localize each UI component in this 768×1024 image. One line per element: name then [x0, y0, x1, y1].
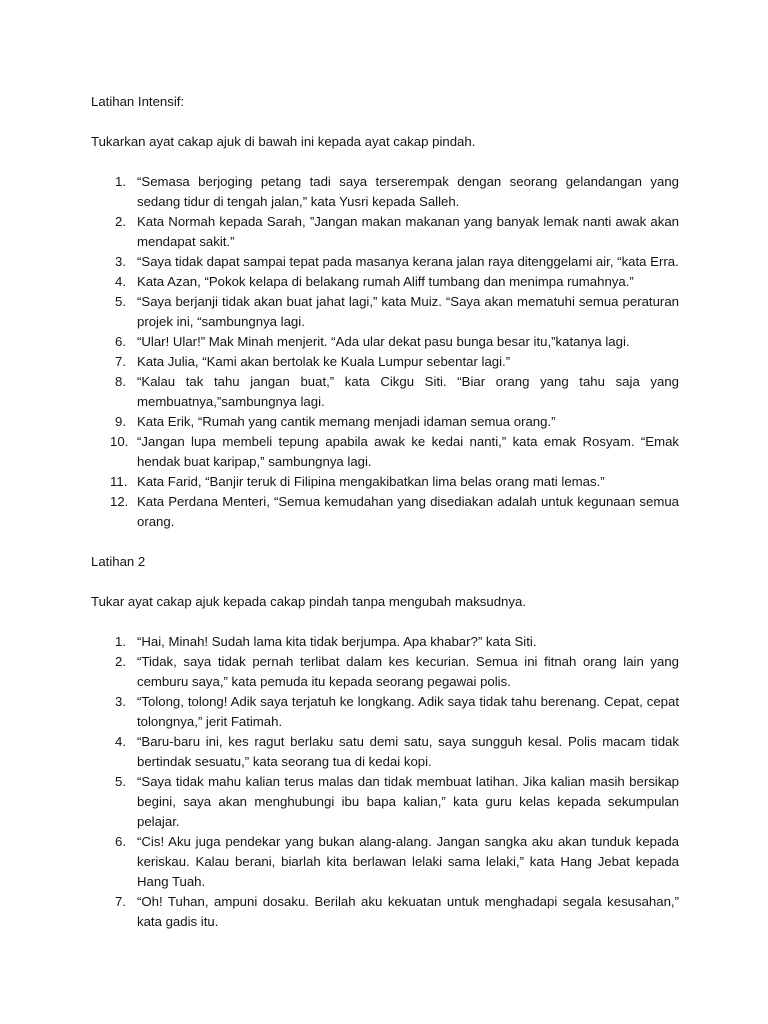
list-item: [91, 652, 679, 692]
section1-instruction: Tukarkan ayat cakap ajuk di bawah ini kepada ayat cakap pindah.: [91, 134, 476, 149]
list-item: [91, 832, 679, 892]
list-item: [91, 272, 679, 292]
item-number: 12.: [110, 494, 129, 509]
section1-list: [91, 172, 679, 532]
list-item: [91, 252, 679, 272]
item-text: “Baru-baru ini, kes ragut berlaku satu demi satu, saya sungguh kesal. Polis macam tidak bertindak sesuatu,” kata seorang tua di kedai kopi.: [137, 734, 679, 769]
item-text: “Cis! Aku juga pendekar yang bukan alang-alang. Jangan sangka aku akan tunduk kepada keriskau. Kalau berani, biarlah kita berlawan lelaki sama lelaki,” kata Hang Jebat kepada Hang Tuah.: [137, 834, 679, 889]
section2-title: Latihan 2: [91, 554, 146, 569]
item-number: 4.: [115, 274, 126, 289]
item-number: 4.: [115, 734, 126, 749]
item-text: Kata Perdana Menteri, “Semua kemudahan yang disediakan adalah untuk kegunaan semua orang.: [137, 494, 679, 529]
item-text: Kata Farid, “Banjir teruk di Filipina mengakibatkan lima belas orang mati lemas.”: [137, 474, 605, 489]
item-text: “Semasa berjoging petang tadi saya terserempak dengan seorang gelandangan yang sedang tidur di tengah jalan,” kata Yusri kepada Salleh.: [137, 174, 679, 209]
list-item: [91, 772, 679, 832]
list-item: [91, 412, 679, 432]
item-text: “Tolong, tolong! Adik saya terjatuh ke longkang. Adik saya tidak tahu berenang. Cepat, cepat tolongnya,” jerit Fatimah.: [137, 694, 679, 729]
item-text: Kata Normah kepada Sarah, ”Jangan makan makanan yang banyak lemak nanti awak akan mendapat sakit.”: [137, 214, 679, 249]
item-number: 3.: [115, 254, 126, 269]
list-item: [91, 172, 679, 212]
item-number: 5.: [115, 294, 126, 309]
item-number: 11.: [110, 474, 128, 489]
section2-list: [91, 632, 679, 932]
document-body: [91, 92, 679, 932]
item-text: “Oh! Tuhan, ampuni dosaku. Berilah aku kekuatan untuk menghadapi segala kesusahan,” kata gadis itu.: [137, 894, 679, 929]
item-text: “Kalau tak tahu jangan buat,” kata Cikgu Siti. “Biar orang yang tahu saja yang membuatnya,”sambungnya lagi.: [137, 374, 679, 409]
item-number: 7.: [115, 894, 126, 909]
item-text: “Saya tidak mahu kalian terus malas dan tidak membuat latihan. Jika kalian masih bersikap begini, saya akan menghubungi ibu bapa kalian,” kata guru kelas kepada sekumpulan pelajar.: [137, 774, 679, 829]
item-text: Kata Erik, “Rumah yang cantik memang menjadi idaman semua orang.”: [137, 414, 556, 429]
list-item: [91, 332, 679, 352]
list-item: [91, 472, 679, 492]
section-spacer: [91, 532, 679, 552]
item-text: “Saya tidak dapat sampai tepat pada masanya kerana jalan raya ditenggelami air, “kata Erra.: [137, 254, 679, 269]
item-number: 6.: [115, 834, 126, 849]
item-number: 3.: [115, 694, 126, 709]
item-number: 9.: [115, 414, 126, 429]
section1-title: Latihan Intensif:: [91, 94, 185, 109]
item-text: “Hai, Minah! Sudah lama kita tidak berjumpa. Apa khabar?” kata Siti.: [137, 634, 537, 649]
item-text: “Jangan lupa membeli tepung apabila awak ke kedai nanti,” kata emak Rosyam. “Emak hendak buat karipap,” sambungnya lagi.: [137, 434, 679, 469]
item-number: 8.: [115, 374, 126, 389]
list-item: [91, 692, 679, 732]
list-item: [91, 352, 679, 372]
item-number: 2.: [115, 654, 126, 669]
item-number: 7.: [115, 354, 126, 369]
item-text: “Ular! Ular!” Mak Minah menjerit. “Ada ular dekat pasu bunga besar itu,”katanya lagi.: [137, 334, 630, 349]
list-item: [91, 432, 679, 472]
list-item: [91, 292, 679, 332]
list-item: [91, 892, 679, 932]
list-item: [91, 492, 679, 532]
item-text: Kata Azan, “Pokok kelapa di belakang rumah Aliff tumbang dan menimpa rumahnya.”: [137, 274, 634, 289]
item-number: 10.: [110, 434, 129, 449]
item-number: 2.: [115, 214, 126, 229]
item-number: 6.: [115, 334, 126, 349]
item-text: “Tidak, saya tidak pernah terlibat dalam kes kecurian. Semua ini fitnah orang lain yang cemburu saya,” kata pemuda itu kepada seorang pegawai polis.: [137, 654, 679, 689]
item-text: “Saya berjanji tidak akan buat jahat lagi,” kata Muiz. “Saya akan mematuhi semua peraturan projek ini, “sambungnya lagi.: [137, 294, 679, 329]
item-text: Kata Julia, “Kami akan bertolak ke Kuala Lumpur sebentar lagi.”: [137, 354, 511, 369]
list-item: [91, 732, 679, 772]
item-number: 5.: [115, 774, 126, 789]
section2-instruction: Tukar ayat cakap ajuk kepada cakap pindah tanpa mengubah maksudnya.: [91, 594, 526, 609]
list-item: [91, 372, 679, 412]
item-number: 1.: [115, 634, 126, 649]
list-item: [91, 632, 679, 652]
item-number: 1.: [115, 174, 126, 189]
list-item: [91, 212, 679, 252]
